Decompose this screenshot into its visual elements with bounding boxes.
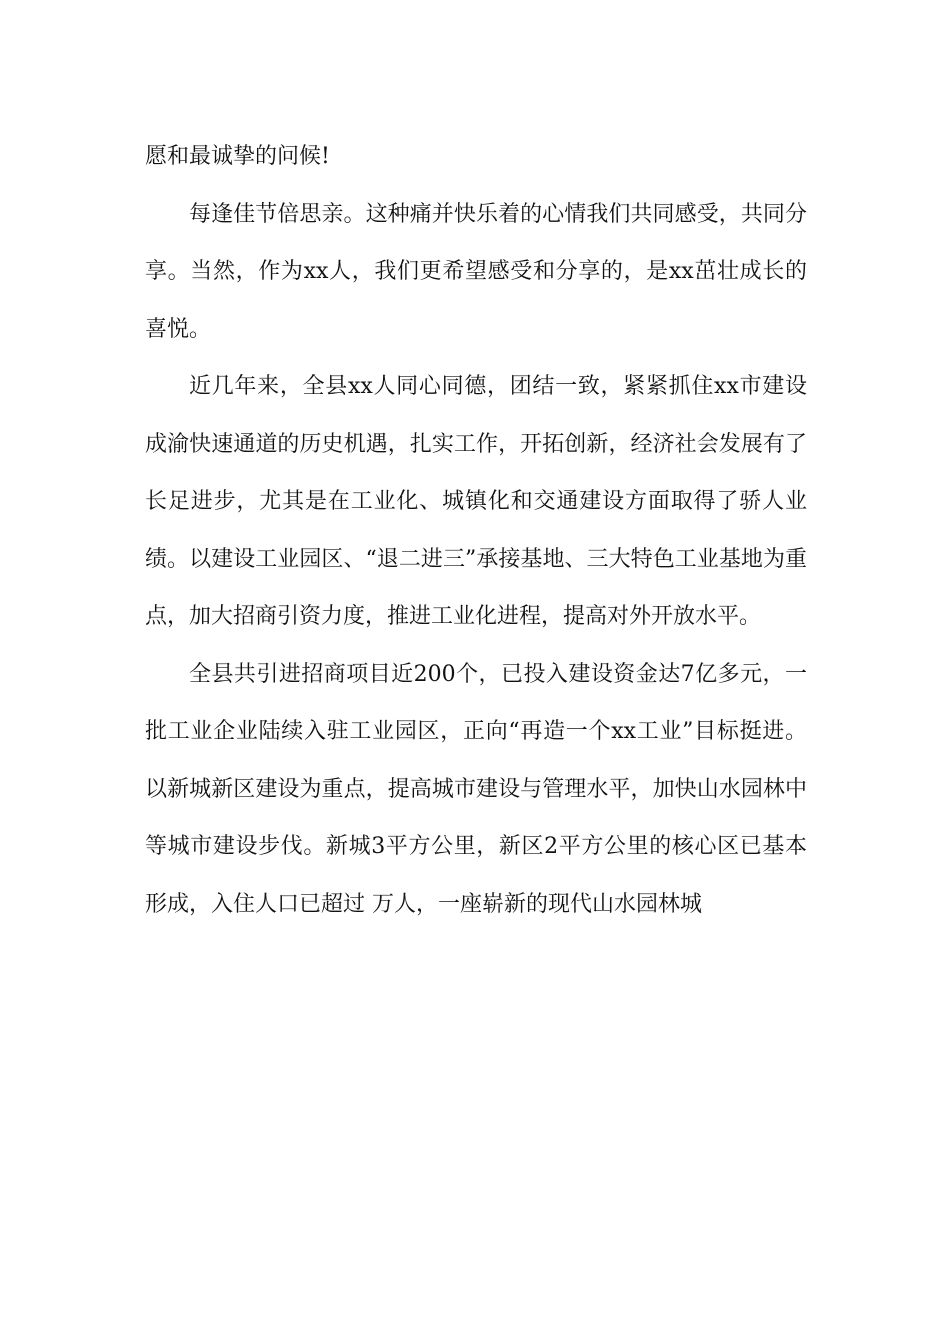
paragraph-festival: 每逢佳节倍思亲。这种痛并快乐着的心情我们共同感受，共同分享。当然，作为xx人，我们更希望感受和分享的，是xx茁壮成长的喜悦。 bbox=[145, 201, 807, 342]
document-body bbox=[145, 128, 807, 933]
paragraph-investment: 全县共引进招商项目近200个，已投入建设资金达7亿多元，一批工业企业陆续入驻工业园区，正向“再造一个xx工业”目标挺进。以新城新区建设为重点，提高城市建设与管理水平，加快山水园林中等城市建设步伐。新城3平方公里，新区2平方公里的核心区已基本形成，入住人口已超过 万人，一座崭新的现代山水园林城 bbox=[145, 661, 807, 917]
paragraph-development: 近几年来，全县xx人同心同德，团结一致，紧紧抓住xx市建设成渝快速通道的历史机遇，扎实工作，开拓创新，经济社会发展有了长足进步，尤其是在工业化、城镇化和交通建设方面取得了骄人业绩。以建设工业园区、“退二进三”承接基地、三大特色工业基地为重点，加大招商引资力度，推进工业化进程，提高对外开放水平。 bbox=[145, 374, 807, 629]
paragraph-continued: 愿和最诚挚的问候! bbox=[145, 144, 330, 169]
